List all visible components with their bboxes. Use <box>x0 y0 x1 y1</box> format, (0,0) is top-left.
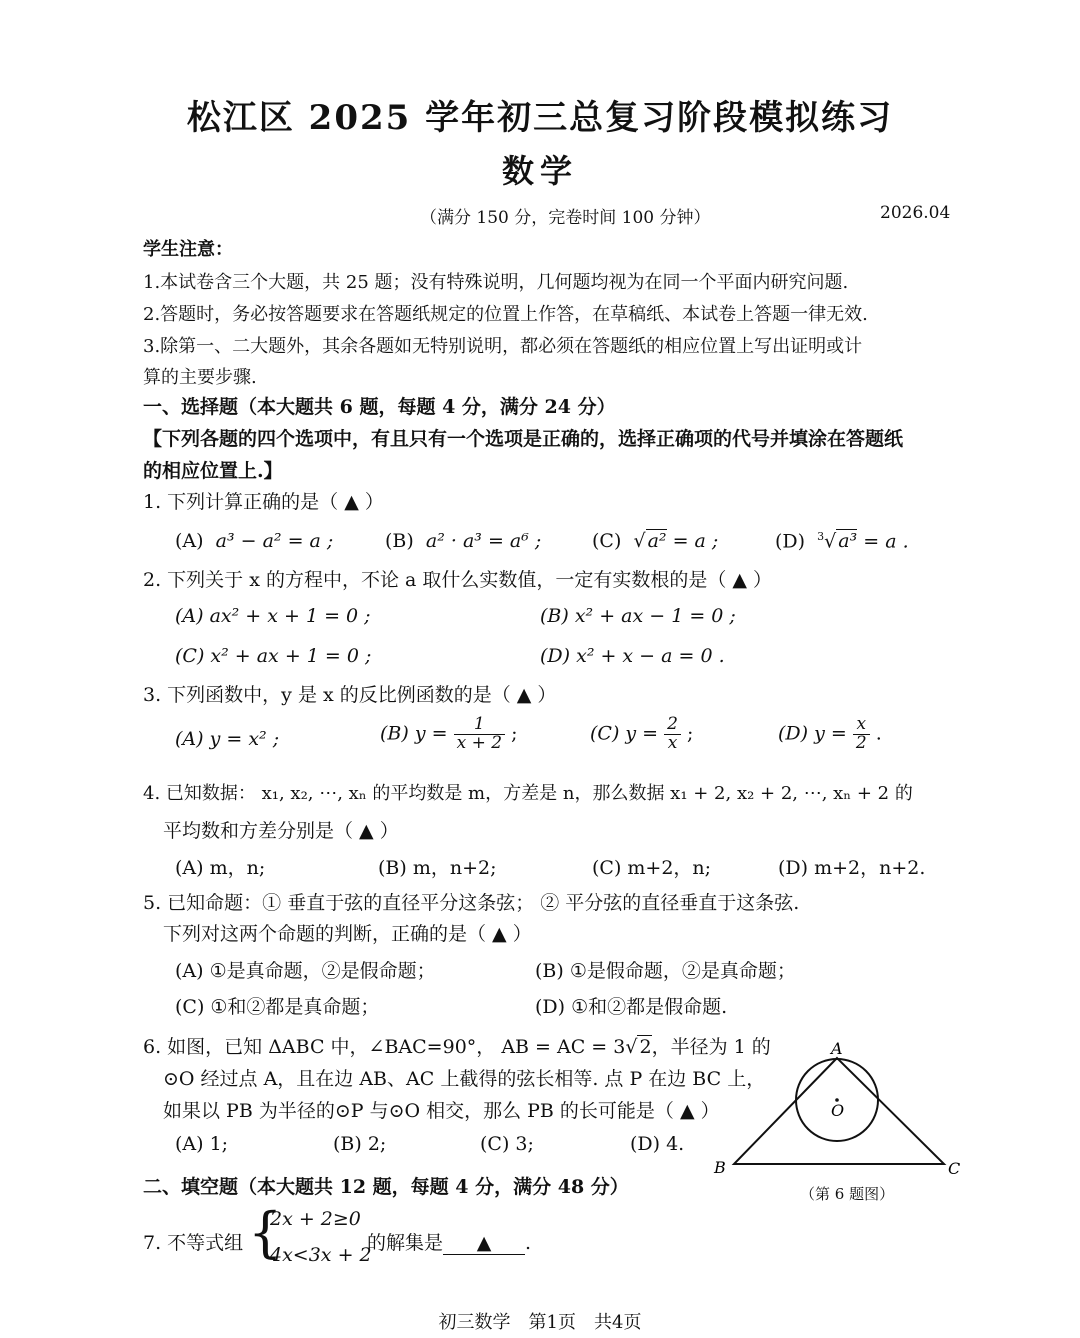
label-c: C <box>948 1159 961 1178</box>
question-4-option-b: (B) m，n+2; <box>378 857 497 879</box>
question-2-option-d: (D) x² + x − a = 0 . <box>540 645 725 667</box>
notice-heading: 学生注意： <box>143 239 233 260</box>
question-4-option-d: (D) m+2，n+2. <box>778 857 926 879</box>
label-o: O <box>831 1101 845 1120</box>
question-2-option-c: (C) x² + ax + 1 = 0 ; <box>175 645 372 667</box>
question-3-option-d: (D) y = $\frac{x}{2}$ . <box>778 714 882 753</box>
question-7-lead: 7. 不等式组 <box>143 1232 244 1254</box>
question-3-option-c: (C) y = $\frac{2}{x}$ ; <box>590 714 694 753</box>
exam-date: 2026.04 <box>880 203 951 223</box>
question-5-option-a: (A) ①是真命题，②是假命题； <box>175 960 436 982</box>
question-5-option-b: (B) ①是假命题，②是真命题； <box>535 960 796 982</box>
label-b: B <box>714 1158 726 1177</box>
question-5-option-d: (D) ①和②都是假命题. <box>535 996 728 1018</box>
page-footer: 初三数学 第1页 共4页 <box>438 1312 642 1333</box>
notice-line-3-cont: 算的主要步骤. <box>143 367 257 388</box>
notice-line-3: 3.除第一、二大题外，其余各题如无特别说明，都必须在答题纸的相应位置上写出证明或计 <box>143 336 863 357</box>
question-4-stem: 4. 已知数据： x₁, x₂, ⋯, xₙ 的平均数是 m，方差是 n，那么数据 x₁ + 2, x₂ + 2, ⋯, xₙ + 2 的 <box>143 783 913 804</box>
page-title: 松江区 2025 学年初三总复习阶段模拟练习 <box>186 98 894 138</box>
figure-caption: （第 6 题图） <box>800 1185 895 1203</box>
question-1-option-d: (D) $^3$√ a³ = a . <box>775 530 909 553</box>
question-1-option-c: (C) √ a² = a ; <box>592 530 719 552</box>
question-4-stem-cont: 平均数和方差分别是（ ▲ ） <box>163 820 399 842</box>
question-1-option-b: (B) a² · a³ = a⁶ ; <box>385 530 542 552</box>
exam-meta: （满分 150 分，完卷时间 100 分钟） <box>420 208 711 228</box>
section-1-heading: 一、选择题（本大题共 6 题，每题 4 分，满分 24 分） <box>143 396 616 418</box>
subject-title: 数学 <box>501 152 578 190</box>
question-6-figure <box>700 1036 970 1206</box>
label-a: A <box>831 1039 843 1058</box>
question-6-option-d: (D) 4. <box>630 1133 685 1155</box>
question-2-option-a: (A) ax² + x + 1 = 0 ; <box>175 605 371 627</box>
question-3-option-b: (B) y = $\frac{1}{x + 2}$ ; <box>380 714 518 753</box>
question-6-stem-cont: ⊙O 经过点 A，且在边 AB、AC 上截得的弦长相等. 点 P 在边 BC 上， <box>163 1068 766 1090</box>
question-1-stem: 1. 下列计算正确的是（ ▲ ） <box>143 491 384 513</box>
section-1-instruction: 【下列各题的四个选项中，有且只有一个选项是正确的，选择正确项的代号并填涂在答题纸 <box>143 428 904 450</box>
notice-line-2: 2.答题时，务必按答题要求在答题纸规定的位置上作答，在草稿纸、本试卷上答题一律无效. <box>143 304 868 325</box>
question-5-stem: 5. 已知命题：① 垂直于弦的直径平分这条弦； ② 平分弦的直径垂直于这条弦. <box>143 892 800 914</box>
question-5-option-c: (C) ①和②都是真命题； <box>175 996 380 1018</box>
question-6-option-a: (A) 1; <box>175 1133 229 1155</box>
section-2-heading: 二、填空题（本大题共 12 题，每题 4 分，满分 48 分） <box>143 1176 629 1198</box>
question-4-option-a: (A) m，n; <box>175 857 266 879</box>
question-3-option-a: (A) y = x² ; <box>175 728 280 750</box>
system-brace: { <box>248 1201 283 1264</box>
question-6-stem-cont-2: 如果以 PB 为半径的⊙P 与⊙O 相交，那么 PB 的长可能是（ ▲ ） <box>163 1100 720 1122</box>
question-2-stem: 2. 下列关于 x 的方程中，不论 a 取什么实数值，一定有实数根的是（ ▲ ） <box>143 569 773 591</box>
question-2-option-b: (B) x² + ax − 1 = 0 ; <box>540 605 736 627</box>
question-4-option-c: (C) m+2，n; <box>592 857 712 879</box>
question-7-inequality-1: 2x + 2≥0 <box>270 1208 361 1230</box>
question-6-option-c: (C) 3; <box>480 1133 534 1155</box>
question-1-option-a: (A) a³ − a² = a ; <box>175 530 334 552</box>
question-3-stem: 3. 下列函数中，y 是 x 的反比例函数的是（ ▲ ） <box>143 684 557 706</box>
question-5-stem-cont: 下列对这两个命题的判断，正确的是（ ▲ ） <box>163 923 532 945</box>
question-6-stem: 6. 如图，已知 ΔABC 中，∠BAC=90°， AB = AC = 3√ 2，半径为 1 的 <box>143 1036 771 1058</box>
question-6-option-b: (B) 2; <box>333 1133 387 1155</box>
question-7-inequality-2: 4x<3x + 2 <box>270 1244 372 1266</box>
section-1-instruction-cont: 的相应位置上.】 <box>143 460 283 482</box>
answer-blank: ▲ <box>443 1232 525 1255</box>
question-7-tail: 的解集是 ▲ . <box>367 1232 532 1254</box>
notice-line-1: 1.本试卷含三个大题，共 25 题；没有特殊说明，几何题均视为在同一个平面内研究问题. <box>143 272 849 293</box>
